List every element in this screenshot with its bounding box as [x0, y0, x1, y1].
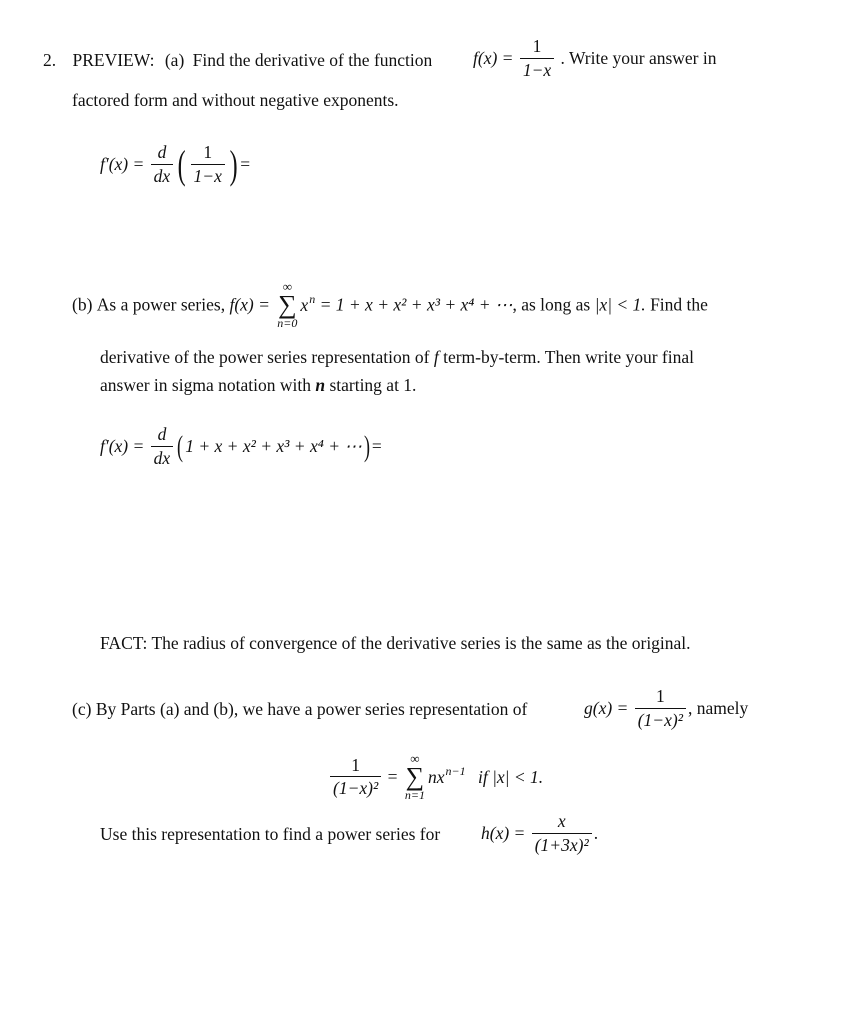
series-term-exponent: n: [309, 291, 316, 306]
sigma-sum: [277, 280, 297, 331]
power-series-lhs: f(x) =: [229, 294, 270, 315]
part-c-text: By Parts (a) and (b), we have a power series representation of: [95, 699, 528, 719]
c-convergence-condition: if |x| < 1.: [477, 766, 544, 787]
c-sigma-sum: [405, 752, 425, 803]
g-fraction: [635, 688, 686, 729]
h-period: .: [593, 822, 599, 843]
h-function: [481, 813, 598, 854]
n-symbol: n: [315, 375, 326, 395]
d-symbol-b: d: [157, 424, 167, 444]
g-denominator: (1−x)²: [635, 708, 686, 730]
series-term: [300, 291, 316, 315]
part-a-label: (a): [164, 50, 185, 70]
part-b-text-3: Find the: [650, 294, 708, 315]
part-b-equation: [100, 426, 382, 467]
g-numerator: 1: [655, 686, 665, 706]
c-eq-fraction: [330, 754, 381, 799]
part-c-equation: [328, 752, 543, 803]
inner-series: 1 + x + x² + x³ + x⁴ + ⋯: [185, 435, 362, 456]
equals-sign: =: [240, 153, 251, 174]
c-term-base: nx: [427, 766, 445, 787]
g-lhs: g(x) =: [584, 697, 629, 718]
part-c-line-1: [72, 701, 527, 719]
c-sigma-lower: n=1: [404, 788, 425, 803]
part-a-text-2: . Write your answer in: [560, 47, 717, 68]
part-c-text-3: Use this representation to find a power series for: [100, 824, 441, 844]
part-b-text-7: starting at 1.: [329, 375, 417, 395]
series-expansion: = 1 + x + x² + x³ + x⁴ + ⋯: [319, 294, 513, 315]
fact-statement: FACT: The radius of convergence of the derivative series is the same as the original.: [100, 633, 691, 653]
part-b-line-2: [100, 349, 694, 367]
part-c-label: (c): [72, 699, 92, 719]
series-term-base: x: [300, 294, 309, 315]
c-sigma-icon: ∑: [405, 762, 425, 791]
inner-numerator: 1: [203, 142, 213, 162]
part-a-equation: [100, 141, 251, 187]
function-lhs: f(x) =: [473, 47, 514, 68]
part-a-text: Find the derivative of the function: [192, 50, 433, 70]
part-b-text-2: , as long as: [512, 294, 591, 315]
c-term-exponent: n−1: [445, 763, 466, 778]
c-eq-equals: =: [387, 766, 398, 787]
derivative-lhs-b: f′(x) =: [100, 435, 145, 456]
convergence-condition: |x| < 1.: [594, 294, 646, 315]
f-symbol: f: [433, 347, 439, 367]
derivative-lhs: f′(x) =: [100, 153, 145, 174]
dx-symbol-b: dx: [151, 446, 174, 468]
fraction-denominator: 1−x: [520, 58, 554, 80]
part-b-line-1: [72, 280, 708, 331]
part-b-text: As a power series,: [96, 294, 226, 315]
inner-denominator: 1−x: [191, 164, 225, 186]
fraction-numerator: 1: [532, 36, 542, 56]
c-eq-denominator: (1−x)²: [330, 776, 381, 798]
part-a-text-3: factored form and without negative exponents.: [72, 90, 399, 110]
part-b-label: (b): [72, 294, 93, 315]
sigma-upper: ∞: [282, 279, 292, 294]
part-c-function: [584, 688, 748, 729]
problem-number: 2.: [43, 50, 57, 70]
dx-symbol: dx: [151, 164, 174, 186]
h-numerator: x: [557, 811, 566, 831]
h-denominator: (1+3x)²: [532, 833, 592, 855]
d-symbol: d: [157, 142, 167, 162]
function-fraction: [520, 38, 554, 79]
c-eq-numerator: 1: [351, 754, 360, 775]
part-b-line-3: [100, 377, 416, 395]
c-sigma-upper: ∞: [410, 751, 420, 766]
right-paren-b: ): [363, 429, 370, 463]
preview-label: PREVIEW:: [72, 50, 155, 70]
left-paren: (: [177, 141, 186, 187]
part-c-text-2: , namely: [687, 697, 749, 718]
part-b-text-5: term-by-term. Then write your final: [443, 347, 694, 367]
d-dx-operator: [151, 144, 174, 185]
d-dx-operator-b: [151, 426, 174, 467]
part-b-text-4: derivative of the power series representation of: [100, 347, 430, 367]
h-fraction: [532, 813, 592, 854]
sigma-icon: ∑: [278, 290, 297, 319]
sigma-lower: n=0: [277, 316, 298, 331]
h-lhs: h(x) =: [481, 822, 526, 843]
problem-header: [43, 52, 432, 70]
right-paren: ): [229, 141, 238, 187]
part-a-function: [473, 38, 717, 79]
left-paren-b: (: [177, 429, 184, 463]
part-c-line-3: [100, 826, 440, 844]
equals-sign-b: =: [371, 435, 382, 456]
part-b-text-6: answer in sigma notation with: [100, 375, 311, 395]
inner-fraction: [191, 144, 225, 185]
c-series-term: [427, 763, 466, 787]
